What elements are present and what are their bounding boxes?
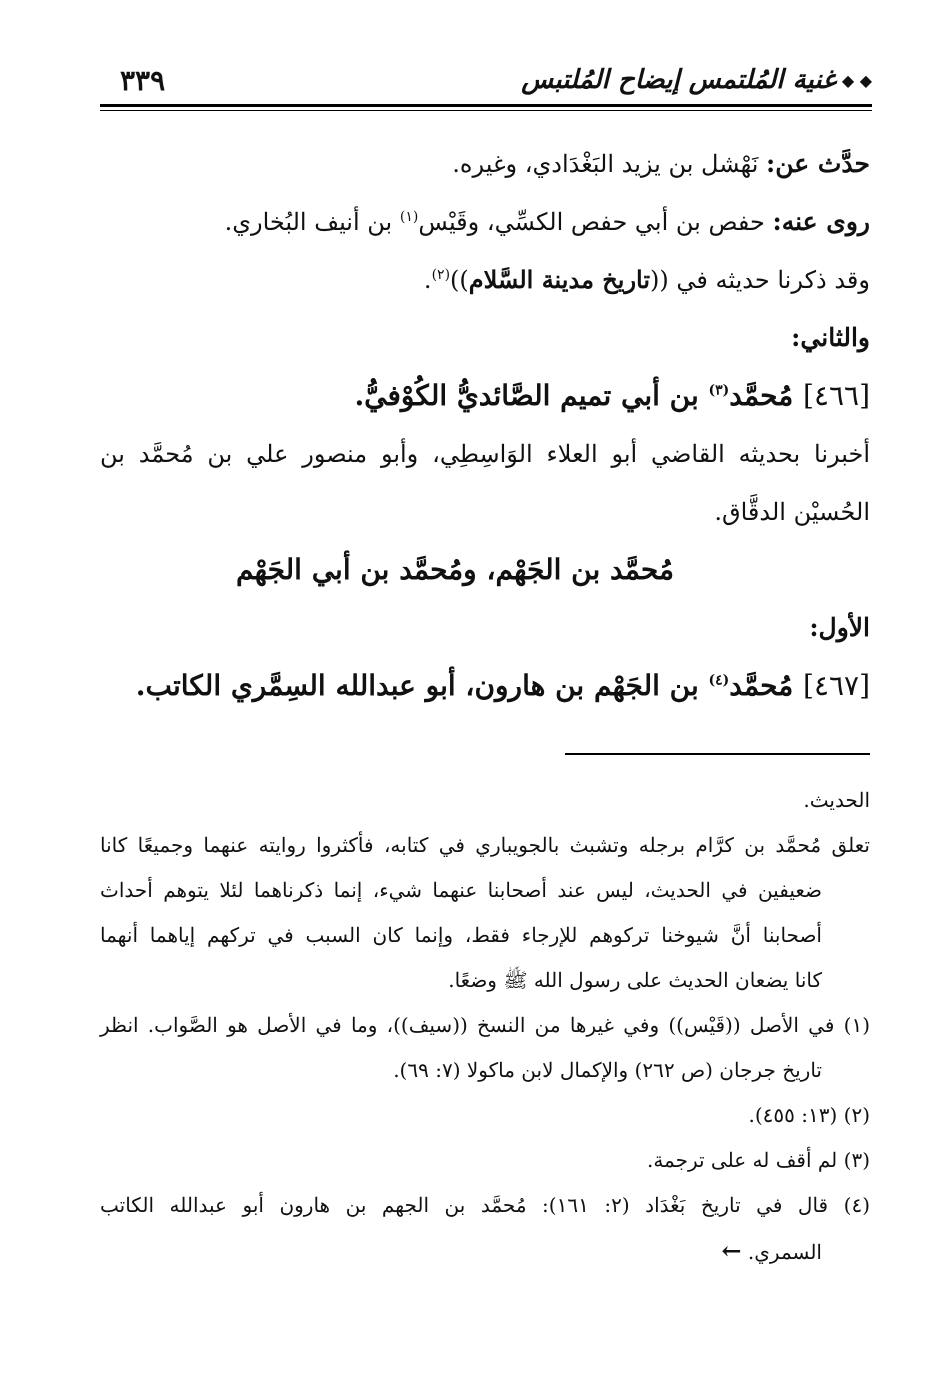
book-title-text: غنية المُلتمس إيضاح المُلتبس: [521, 65, 836, 95]
text-line: [100, 251, 870, 309]
footnote-3: (٣) لم أقف له على ترجمة.: [646, 1148, 870, 1172]
entry-name: مُحمَّد: [729, 669, 803, 702]
text-span: )): [450, 266, 469, 294]
section-title: مُحمَّد بن الجَهْم، ومُحمَّد بن أبي الجَهْم: [236, 553, 674, 586]
footnote-4-text: السمري.: [747, 1240, 822, 1264]
footnote-line: تعلق مُحمَّد بن كرَّام برجله وتشبث بالجويباري في كتابه، فأكثروا روايته عنهما وجميعًا كانا: [100, 833, 870, 857]
footnote-2: (٢) (١٣: ٤٥٥).: [748, 1103, 870, 1127]
text-line: [100, 135, 870, 193]
text-line: أخبرنا بحديثه القاضي أبو العلاء الوَاسِطِي، وأبو منصور علي بن مُحمَّد بن: [100, 440, 871, 468]
narrators-text: بن أنيف البُخاري.: [224, 208, 400, 236]
entry-466: [100, 367, 870, 425]
entry-467: [100, 657, 870, 715]
page-number: ٣٣٩: [120, 63, 166, 97]
footnote-ref: (١): [399, 209, 419, 225]
diamond-ornament-icon: ◆ ◆: [841, 70, 872, 90]
entry-name: بن الجَهْم بن هارون، أبو عبدالله السِمَّري الكاتب.: [135, 669, 709, 702]
text-span: .: [423, 266, 432, 294]
narrated-from-text: نَهْشل بن يزيد البَغْدَادي، وغيره.: [452, 150, 766, 178]
footnote-line: كانا يضعان الحديث على رسول الله ﷺ وضعًا.: [448, 968, 822, 992]
continue-arrow-icon: ←: [721, 1236, 742, 1265]
footnote-1: (١) في الأصل ((قَيْس)) وفي غيرها من النسخ ((سيف))، وما في الأصل هو الصَّواب. انظر: [100, 1013, 870, 1037]
entry-number: [٤٦٦]: [803, 379, 870, 412]
footnote-line: ضعيفين في الحديث، ليس عند أصحابنا عنهما شيء، إنما ذكرناهما لئلا يتوهم أحداث: [100, 878, 822, 902]
footnote-4-cont: [100, 1228, 870, 1275]
footnote-1-cont: تاريخ جرجان (ص ٢٦٢) والإكمال لابن ماكولا (٧: ٦٩).: [393, 1058, 822, 1082]
narrators-label: روى عنه:: [772, 207, 870, 236]
header-rule-thin: [100, 110, 872, 111]
footnote-ref: (٤): [708, 672, 730, 689]
footnote-ref: (٣): [708, 382, 730, 399]
main-text: [100, 135, 870, 715]
book-title: [521, 65, 872, 95]
footnotes: [100, 778, 870, 1275]
narrated-from-label: حدَّث عن:: [766, 149, 870, 178]
text-line: الحُسيْن الدقَّاق.: [714, 498, 870, 526]
entry-name: مُحمَّد: [729, 379, 803, 412]
running-header: [100, 58, 872, 102]
book-reference: تاريخ مدينة السَّلام: [468, 265, 651, 294]
entry-number: [٤٦٧]: [803, 669, 870, 702]
footnote-line: الحديث.: [803, 788, 870, 812]
footnote-separator: [565, 753, 870, 755]
narrators-text: حفص بن أبي حفص الكسِّي، وقَيْس: [418, 208, 773, 236]
first-label: الأول:: [809, 613, 870, 642]
footnote-line: أصحابنا أنَّ شيوخنا تركوهم للإرجاء فقط، وإنما كان السبب في تركهم إياهما أنهما: [100, 923, 822, 947]
second-label: والثاني:: [791, 323, 870, 352]
footnote-ref: (٢): [431, 267, 451, 283]
header-rule-thick: [100, 104, 872, 107]
entry-name: بن أبي تميم الصَّائديُّ الكُوْفيُّ.: [354, 379, 709, 412]
text-line: [100, 193, 870, 251]
footnote-4: (٤) قال في تاريخ بَغْدَاد (٢: ١٦١): مُحمَّد بن الجهم بن هارون أبو عبدالله الكاتب: [100, 1193, 871, 1217]
text-span: وقد ذكرنا حديثه في ((: [650, 266, 870, 294]
